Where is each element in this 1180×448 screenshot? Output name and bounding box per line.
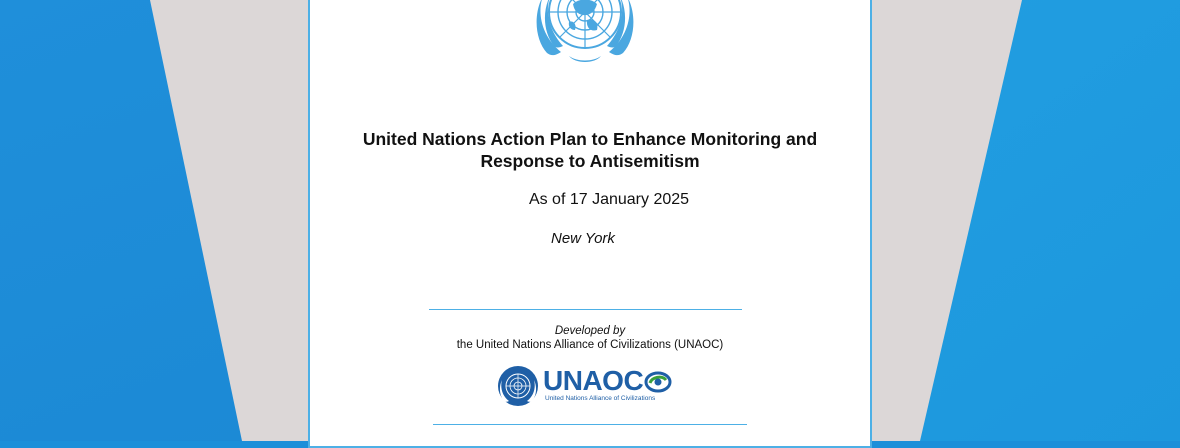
divider-bottom bbox=[433, 424, 747, 425]
developer-name: the United Nations Alliance of Civilizations (UNAOC) bbox=[456, 339, 724, 351]
document-date: As of 17 January 2025 bbox=[528, 191, 690, 208]
title-line-2: Response to Antisemitism bbox=[480, 151, 700, 171]
unaoc-wordmark: UNAOC bbox=[543, 365, 644, 396]
document-title bbox=[308, 128, 872, 172]
title-line-1: United Nations Action Plan to Enhance Monitoring and bbox=[362, 129, 818, 149]
un-emblem-icon bbox=[497, 365, 539, 407]
document-location: New York bbox=[551, 230, 615, 247]
divider-top bbox=[429, 309, 742, 310]
unaoc-logo bbox=[497, 365, 682, 407]
developed-by-label: Developed by bbox=[554, 325, 626, 337]
unaoc-tagline: United Nations Alliance of Civilizations bbox=[545, 395, 656, 402]
un-emblem-icon bbox=[525, 0, 645, 72]
swirl-icon bbox=[644, 371, 672, 393]
